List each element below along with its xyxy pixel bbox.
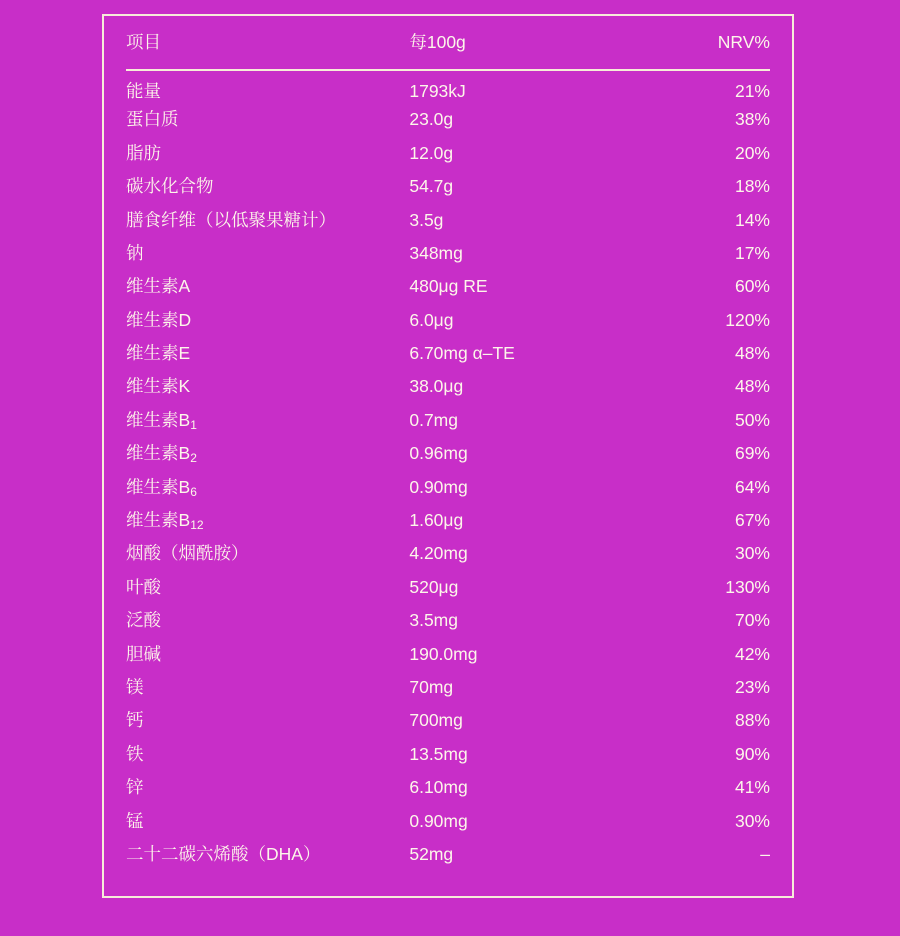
nutrient-nrv: 38% (734, 109, 770, 130)
nutrient-name: 维生素B2 (126, 443, 197, 466)
table-row (126, 137, 770, 170)
nutrient-name: 铁 (126, 743, 144, 764)
nutrient-nrv: 20% (734, 142, 770, 163)
nutrient-name: 胆碱 (126, 643, 161, 664)
nutrient-value: 12.0g (409, 142, 454, 163)
table-row (126, 204, 770, 237)
table-row (126, 771, 770, 804)
nutrient-name: 膳食纤维（以低聚果糖计） (126, 209, 336, 230)
nutrient-name-subscript: 6 (190, 484, 197, 499)
nutrient-name-subscript: 1 (190, 417, 197, 432)
column-header-nrv: NRV% (615, 16, 770, 70)
nutrient-nrv: 14% (734, 209, 770, 230)
nutrient-value: 6.0μg (409, 309, 454, 330)
nutrient-name-subscript: 2 (190, 451, 197, 466)
nutrient-name: 维生素B12 (126, 510, 204, 533)
nutrient-nrv: 42% (734, 643, 770, 664)
nutrient-value: 54.7g (409, 176, 454, 197)
nutrient-name: 维生素D (126, 309, 192, 330)
table-row (126, 437, 770, 470)
nutrient-value: 190.0mg (409, 643, 478, 664)
nutrient-name: 锰 (126, 810, 144, 831)
nutrient-nrv: 17% (734, 242, 770, 263)
nutrient-nrv: 60% (734, 276, 770, 297)
table-body (126, 70, 770, 871)
nutrient-nrv: 64% (734, 476, 770, 497)
nutrient-name: 碳水化合物 (126, 176, 214, 197)
nutrient-name: 锌 (126, 777, 144, 798)
nutrient-nrv: – (760, 843, 770, 864)
nutrient-value: 1.60μg (409, 510, 464, 531)
nutrient-name: 二十二碳六烯酸（DHA） (126, 843, 321, 864)
nutrient-value: 52mg (409, 843, 454, 864)
nutrient-nrv: 23% (734, 676, 770, 697)
nutrient-value: 13.5mg (409, 743, 468, 764)
nutrient-name: 钙 (126, 710, 144, 731)
table-row (126, 738, 770, 771)
table-header-row (126, 16, 770, 70)
nutrient-nrv: 18% (734, 176, 770, 197)
nutrient-value: 23.0g (409, 109, 454, 130)
nutrient-value: 4.20mg (409, 543, 468, 564)
nutrient-value: 38.0μg (409, 376, 464, 397)
nutrient-name: 烟酸（烟酰胺） (126, 543, 249, 564)
table-row (126, 671, 770, 704)
nutrient-name: 维生素A (126, 276, 191, 297)
nutrient-nrv: 90% (734, 743, 770, 764)
nutrient-value: 0.7mg (409, 409, 458, 430)
nutrient-nrv: 120% (725, 309, 770, 330)
table-row (126, 638, 770, 671)
table-row (126, 838, 770, 871)
nutrient-value: 0.96mg (409, 443, 468, 464)
nutrient-value: 480μg RE (409, 276, 488, 297)
nutrient-name: 维生素B6 (126, 476, 197, 499)
nutrient-nrv: 41% (734, 777, 770, 798)
table-row (126, 304, 770, 337)
table-row (126, 404, 770, 437)
nutrient-value: 348mg (409, 242, 463, 263)
nutrient-value: 520μg (409, 576, 459, 597)
nutrient-nrv: 48% (734, 343, 770, 364)
nutrient-nrv: 48% (734, 376, 770, 397)
table-header (126, 16, 770, 70)
column-header-value: 每100g (409, 16, 615, 70)
nutrient-name: 脂肪 (126, 142, 161, 163)
nutrient-nrv: 69% (734, 443, 770, 464)
table-row (126, 337, 770, 370)
table-row (126, 604, 770, 637)
nutrient-name: 维生素E (126, 343, 191, 364)
nutrient-nrv: 21% (734, 81, 770, 102)
table-row (126, 471, 770, 504)
nutrient-name: 叶酸 (126, 576, 161, 597)
table-row (126, 504, 770, 537)
table-row (126, 805, 770, 838)
table-row (126, 571, 770, 604)
table-row (126, 170, 770, 203)
nutrient-name: 能量 (126, 81, 161, 102)
nutrient-nrv: 70% (734, 610, 770, 631)
nutrient-nrv: 30% (734, 543, 770, 564)
table-row (126, 237, 770, 270)
table-row (126, 270, 770, 303)
table-row (126, 103, 770, 136)
nutrient-name: 镁 (126, 676, 144, 697)
nutrient-value: 700mg (409, 710, 463, 731)
nutrient-name: 泛酸 (126, 610, 161, 631)
nutrient-value: 3.5g (409, 209, 444, 230)
table-row (126, 70, 770, 103)
nutrient-nrv: 50% (734, 409, 770, 430)
nutrient-value: 3.5mg (409, 610, 458, 631)
nutrient-nrv: 30% (734, 810, 770, 831)
nutrient-nrv: 130% (725, 576, 770, 597)
nutrient-name: 蛋白质 (126, 109, 179, 130)
nutrient-value: 0.90mg (409, 810, 468, 831)
nutrient-nrv: 88% (734, 710, 770, 731)
nutrient-value: 0.90mg (409, 476, 468, 497)
table-row (126, 537, 770, 570)
table-row (126, 704, 770, 737)
nutrient-name: 钠 (126, 242, 144, 263)
nutrient-nrv: 67% (734, 510, 770, 531)
nutrient-name-subscript: 12 (190, 518, 204, 533)
nutrient-value: 6.70mg α–TE (409, 343, 515, 364)
nutrient-value: 1793kJ (409, 81, 466, 102)
nutrient-name: 维生素B1 (126, 409, 197, 432)
nutrient-value: 70mg (409, 676, 454, 697)
column-header-item: 项目 (126, 16, 409, 70)
nutrition-panel (102, 14, 794, 898)
table-row (126, 371, 770, 404)
nutrient-name: 维生素K (126, 376, 191, 397)
nutrient-value: 6.10mg (409, 777, 468, 798)
nutrition-table (126, 16, 770, 871)
